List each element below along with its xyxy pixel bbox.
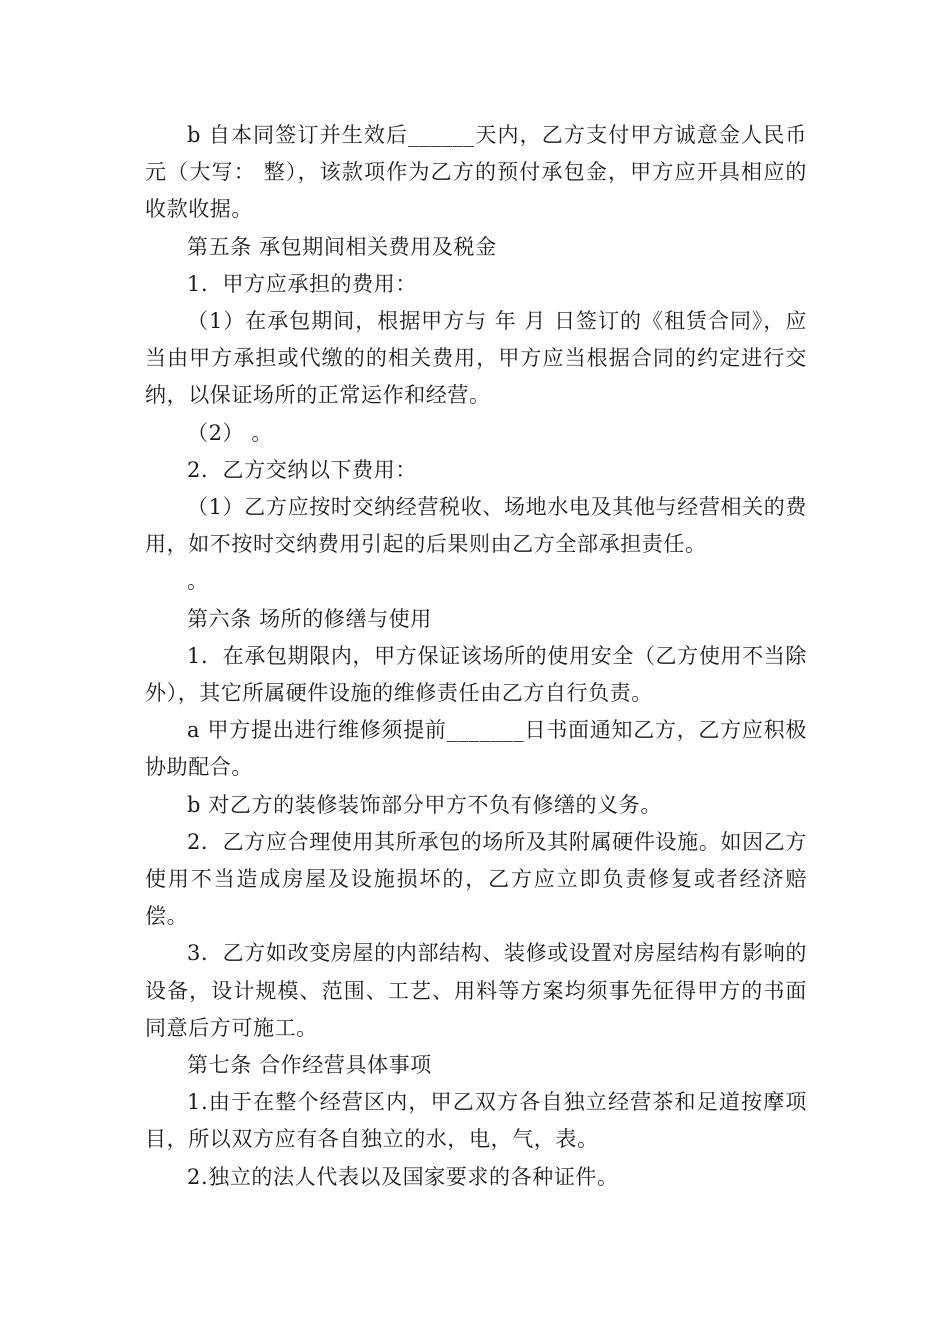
paragraph-lease-contract-fees: （1）在承包期间，根据甲方与 年 月 日签订的《租赁合同》，应当由甲方承担或代缴的的相关费用，甲方应当根据合同的约定进行交纳，以保证场所的正常运作和经营。 [145, 309, 807, 408]
section-heading-article-6: 第六条 场所的修缮与使用 [187, 606, 432, 631]
paragraph-structure-change: 3．乙方如改变房屋的内部结构、装修或设置对房屋结构有影响的设备，设计规模、范围、工艺、用料等方案均须事先征得甲方的书面同意后方可施工。 [145, 941, 807, 1040]
paragraph-legal-representative: 2.独立的法人代表以及国家要求的各种证件。 [187, 1164, 619, 1189]
paragraph-party-a-fees: 1．甲方应承担的费用： [187, 271, 417, 296]
paragraph-safety-guarantee: 1．在承包期限内，甲方保证该场所的使用安全（乙方使用不当除外），其它所属硬件设施的维修责任由乙方自行负责。 [145, 643, 807, 706]
document-body [145, 117, 807, 1196]
section-heading-article-7: 第七条 合作经营具体事项 [187, 1053, 432, 1078]
paragraph-party-b-taxes: （1）乙方应按时交纳经营税收、场地水电及其他与经营相关的费用，如不按时交纳费用引起的后果则由乙方全部承担责任。 [145, 495, 807, 557]
paragraph-decoration-repair: b 对乙方的装修装饰部分甲方不负有修缮的义务。 [187, 792, 662, 817]
paragraph-deposit-payment: b 自本同签订并生效后______天内，乙方支付甲方诚意金人民币 元（大写： 整），该款项作为乙方的预付承包金，甲方应开具相应的收款收据。 [145, 123, 807, 222]
paragraph-item-2-blank: （2） 。 [187, 420, 274, 445]
paragraph-proper-use: 2．乙方应合理使用其所承包的场所及其附属硬件设施。如因乙方使用不当造成房屋及设施损坏的，乙方应立即负责修复或者经济赔偿。 [145, 829, 807, 929]
paragraph-period: 。 [187, 569, 209, 594]
section-heading-article-5: 第五条 承包期间相关费用及税金 [187, 234, 497, 259]
paragraph-repair-notice: a 甲方提出进行维修须提前_______日书面通知乙方，乙方应积极协助配合。 [145, 718, 807, 780]
paragraph-party-b-fees: 2．乙方交纳以下费用： [187, 457, 417, 482]
paragraph-independent-utilities: 1.由于在整个经营区内，甲乙双方各自独立经营茶和足道按摩项目，所以双方应有各自独立的水，电，气，表。 [145, 1090, 807, 1152]
